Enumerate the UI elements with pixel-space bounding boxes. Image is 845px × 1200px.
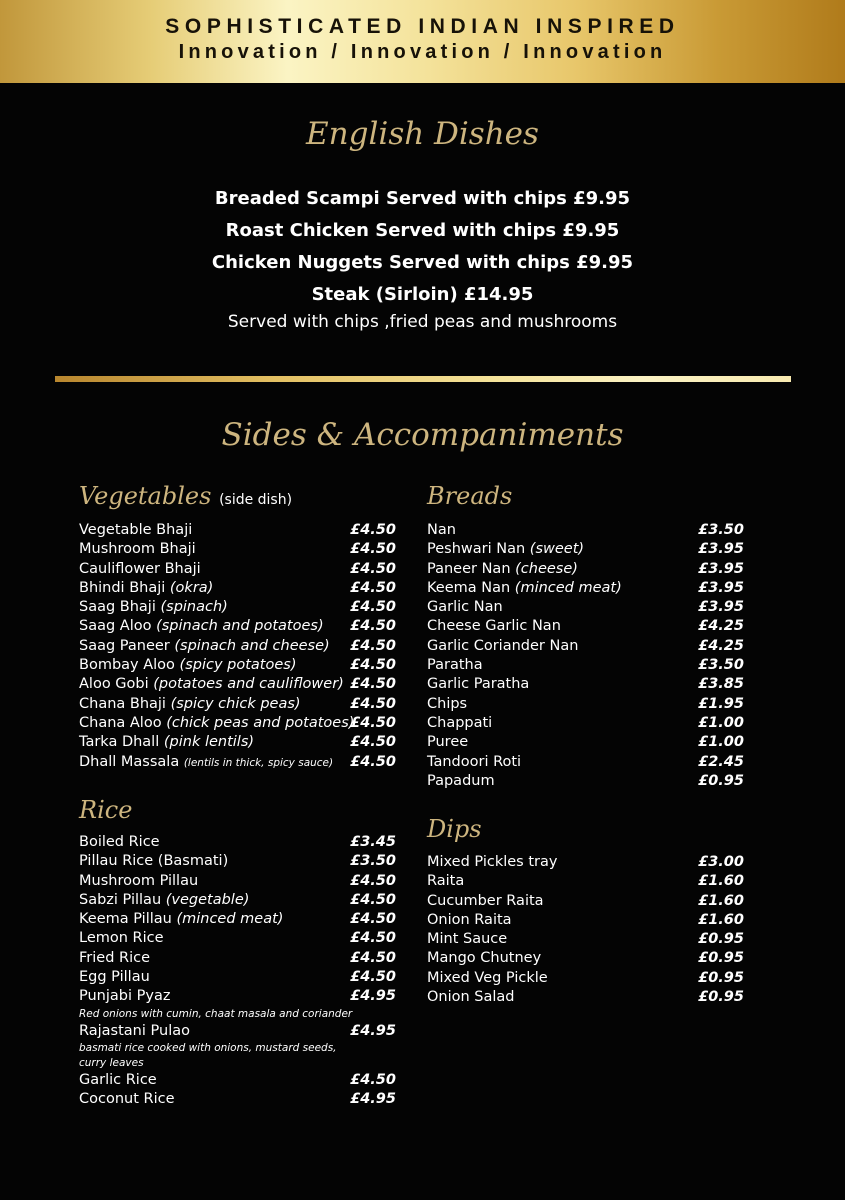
item-price: £4.50 — [350, 599, 396, 616]
item-description: (spinach) — [160, 599, 228, 616]
item-price: £3.85 — [698, 676, 744, 693]
item-price: £3.50 — [698, 657, 744, 674]
steak-note: Served with chips ,fried peas and mushrooms — [227, 312, 618, 332]
item-price: £4.50 — [350, 618, 396, 635]
menu-item — [427, 637, 744, 656]
item-price: £3.95 — [698, 541, 744, 558]
item-price: £3.95 — [698, 579, 744, 596]
menu-item — [427, 579, 744, 598]
item-name: Saag Paneer — [79, 637, 170, 654]
item-price: £1.60 — [698, 892, 744, 909]
item-name: Lemon Rice — [79, 930, 164, 947]
item-subnote: Red onions with cumin, chaat masala and coriander — [79, 1007, 353, 1020]
item-description: (spicy chick peas) — [170, 695, 301, 712]
item-name: Rajastani Pulao — [79, 1022, 190, 1039]
item-name: Garlic Rice — [79, 1071, 157, 1088]
item-name: Mixed Veg Pickle — [427, 969, 548, 986]
english-dishes-title: English Dishes — [306, 116, 539, 152]
item-name: Paratha — [427, 657, 483, 674]
item-name: Bombay Aloo — [79, 657, 175, 674]
vegetables-note: (side dish) — [219, 492, 293, 508]
menu-item — [79, 540, 396, 559]
item-price: £4.50 — [350, 522, 396, 538]
menu-item — [79, 695, 396, 714]
item-price: £3.45 — [350, 834, 396, 850]
item-price: £4.50 — [350, 1071, 396, 1088]
menu-item — [79, 560, 396, 579]
item-name: Punjabi Pyaz — [79, 988, 171, 1005]
gold-divider — [55, 376, 791, 382]
item-description: (minced meat) — [176, 911, 284, 928]
item-price: £3.50 — [698, 522, 744, 538]
dips-heading: Dips — [427, 815, 482, 843]
menu-item — [79, 1090, 396, 1109]
menu-item — [427, 598, 744, 617]
item-name: Tarka Dhall — [79, 734, 160, 751]
item-name: Mushroom Bhaji — [79, 541, 196, 558]
menu-item — [79, 1022, 396, 1041]
item-name: Boiled Rice — [79, 834, 160, 850]
item-name: Saag Aloo — [79, 618, 152, 635]
item-price: £4.95 — [350, 1091, 396, 1108]
item-description: (cheese) — [515, 560, 578, 577]
menu-item — [427, 714, 744, 733]
item-name: Mango Chutney — [427, 950, 542, 967]
item-name: Peshwari Nan — [427, 541, 526, 558]
item-price: £1.00 — [698, 714, 744, 731]
menu-item — [79, 521, 396, 540]
menu-item — [427, 753, 744, 772]
item-name: Puree — [427, 734, 469, 751]
item-price: £1.95 — [698, 695, 744, 712]
menu-item — [427, 969, 744, 988]
item-price: £3.50 — [350, 853, 396, 870]
item-name: Bhindi Bhaji — [79, 579, 166, 596]
item-price: £1.60 — [698, 911, 744, 928]
item-description: (spicy potatoes) — [179, 657, 297, 674]
english-dish-item: Breaded Scampi Served with chips £9.95 — [214, 188, 631, 209]
item-price: £3.00 — [698, 854, 744, 870]
header-banner — [0, 0, 845, 83]
item-description: (potatoes and cauliflower) — [153, 676, 344, 693]
menu-item — [79, 733, 396, 752]
item-description: (spinach and cheese) — [174, 637, 330, 654]
item-description: (vegetable) — [165, 891, 250, 908]
item-price: £4.25 — [698, 637, 744, 654]
menu-item — [79, 929, 396, 948]
menu-item — [427, 560, 744, 579]
item-description: (lentils in thick, spicy sauce) — [183, 756, 334, 769]
item-name: Pillau Rice (Basmati) — [79, 853, 229, 870]
item-name: Egg Pillau — [79, 969, 150, 986]
menu-item — [427, 872, 744, 891]
item-name: Keema Pillau — [79, 911, 172, 928]
item-name: Saag Bhaji — [79, 599, 156, 616]
item-price: £4.95 — [350, 988, 396, 1005]
menu-item — [79, 579, 396, 598]
item-price: £4.50 — [350, 637, 396, 654]
item-name: Mushroom Pillau — [79, 872, 199, 889]
menu-item — [79, 872, 396, 891]
item-name: Mixed Pickles tray — [427, 854, 558, 870]
item-price: £4.50 — [350, 930, 396, 947]
item-price: £4.50 — [350, 560, 396, 577]
item-price: £4.50 — [350, 891, 396, 908]
item-price: £4.50 — [350, 872, 396, 889]
item-price: £0.95 — [698, 950, 744, 967]
item-name: Nan — [427, 522, 456, 538]
menu-item — [79, 617, 396, 636]
breads-heading: Breads — [427, 482, 513, 510]
menu-item — [79, 833, 396, 852]
menu-item — [427, 617, 744, 636]
item-name: Onion Salad — [427, 989, 515, 1006]
item-name: Vegetable Bhaji — [79, 522, 193, 538]
menu-item — [79, 753, 396, 772]
dips-list — [427, 853, 744, 1007]
menu-item — [427, 695, 744, 714]
item-name: Paneer Nan — [427, 560, 511, 577]
item-description: (sweet) — [529, 541, 585, 558]
item-price: £1.60 — [698, 873, 744, 890]
menu-item — [79, 891, 396, 910]
banner-subtitle: Innovation / Innovation / Innovation — [178, 41, 667, 63]
item-name: Cauliflower Bhaji — [79, 560, 201, 577]
item-price: £4.95 — [350, 1022, 396, 1039]
item-price: £4.50 — [350, 676, 396, 693]
menu-item — [427, 930, 744, 949]
menu-item — [427, 521, 744, 540]
item-name: Mint Sauce — [427, 931, 508, 948]
item-price: £0.95 — [698, 969, 744, 986]
menu-item — [79, 987, 396, 1006]
item-name: Chana Aloo — [79, 714, 162, 731]
menu-item — [427, 988, 744, 1007]
item-price: £3.95 — [698, 560, 744, 577]
breads-list — [427, 521, 744, 791]
menu-item — [427, 892, 744, 911]
menu-item — [79, 968, 396, 987]
item-name: Chips — [427, 695, 468, 712]
item-name: Cucumber Raita — [427, 892, 544, 909]
item-price: £0.95 — [698, 931, 744, 948]
menu-item — [427, 772, 744, 791]
item-name: Cheese Garlic Nan — [427, 618, 561, 635]
item-price: £4.50 — [350, 753, 396, 770]
item-name: Sabzi Pillau — [79, 891, 162, 908]
menu-item — [79, 675, 396, 694]
item-price: £4.50 — [350, 714, 396, 731]
menu-item — [79, 637, 396, 656]
item-price: £3.95 — [698, 599, 744, 616]
vegetables-heading — [79, 482, 292, 510]
banner-tagline: SOPHISTICATED INDIAN INSPIRED — [165, 15, 680, 38]
item-price: £4.25 — [698, 618, 744, 635]
item-price: £4.50 — [350, 695, 396, 712]
item-price: £4.50 — [350, 734, 396, 751]
vegetables-list — [79, 521, 396, 772]
menu-item — [427, 911, 744, 930]
item-name: Dhall Massala — [79, 753, 180, 770]
menu-item — [79, 949, 396, 968]
item-price: £4.50 — [350, 911, 396, 928]
item-name: Chappati — [427, 714, 493, 731]
item-price: £4.50 — [350, 657, 396, 674]
item-name: Garlic Paratha — [427, 676, 530, 693]
menu-item — [427, 733, 744, 752]
english-dishes-list — [0, 183, 845, 333]
sides-title: Sides & Accompaniments — [221, 417, 624, 453]
item-price: £0.95 — [698, 989, 744, 1006]
item-price: £4.50 — [350, 969, 396, 986]
item-name: Coconut Rice — [79, 1091, 175, 1108]
item-description: (spinach and potatoes) — [156, 618, 324, 635]
menu-item — [427, 675, 744, 694]
vegetables-title: Vegetables — [79, 482, 212, 510]
item-price: £4.50 — [350, 949, 396, 966]
menu-item — [427, 540, 744, 559]
item-name: Papadum — [427, 772, 495, 789]
item-name: Tandoori Roti — [427, 753, 522, 770]
item-name: Aloo Gobi — [79, 676, 149, 693]
item-name: Onion Raita — [427, 911, 512, 928]
menu-item — [79, 1071, 396, 1090]
rice-heading: Rice — [79, 796, 133, 824]
menu-item — [79, 714, 396, 733]
menu-item — [427, 949, 744, 968]
english-dish-item: Chicken Nuggets Served with chips £9.95 — [211, 252, 634, 273]
item-price: £2.45 — [698, 753, 744, 770]
menu-item — [79, 598, 396, 617]
item-description: (minced meat) — [514, 579, 622, 596]
item-price: £0.95 — [698, 772, 744, 789]
item-price: £1.00 — [698, 734, 744, 751]
english-dish-item: Steak (Sirloin) £14.95 — [311, 284, 534, 305]
menu-item — [427, 853, 744, 872]
item-name: Keema Nan — [427, 579, 511, 596]
item-name: Chana Bhaji — [79, 695, 166, 712]
menu-item — [79, 656, 396, 675]
item-name: Garlic Coriander Nan — [427, 637, 579, 654]
item-description: (pink lentils) — [163, 734, 255, 751]
item-subnote: basmati rice cooked with onions, mustard seeds, curry leaves — [79, 1041, 337, 1069]
item-description: (okra) — [169, 579, 214, 596]
item-description: (chick peas and potatoes) — [166, 714, 355, 731]
menu-item — [79, 910, 396, 929]
menu-item — [79, 852, 396, 871]
item-name: Raita — [427, 873, 465, 890]
item-name: Fried Rice — [79, 949, 151, 966]
item-price: £4.50 — [350, 541, 396, 558]
item-price: £4.50 — [350, 579, 396, 596]
item-name: Garlic Nan — [427, 599, 503, 616]
menu-item — [427, 656, 744, 675]
rice-list — [79, 833, 396, 1110]
english-dish-item: Roast Chicken Served with chips £9.95 — [225, 220, 620, 241]
